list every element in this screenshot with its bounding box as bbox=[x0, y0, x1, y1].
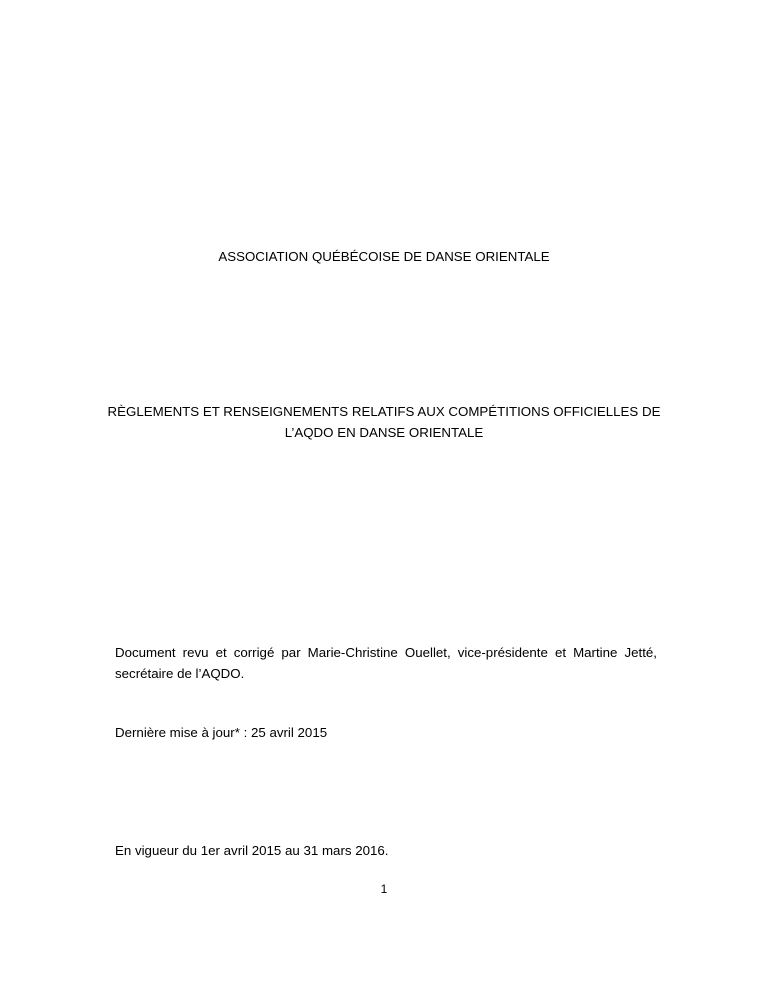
organization-heading: ASSOCIATION QUÉBÉCOISE DE DANSE ORIENTALE bbox=[218, 249, 550, 264]
last-update-text: Dernière mise à jour* : 25 avril 2015 bbox=[115, 725, 328, 740]
validity-period-text: En vigueur du 1er avril 2015 au 31 mars 2016. bbox=[115, 843, 389, 858]
document-title-line-2: L’AQDO EN DANSE ORIENTALE bbox=[284, 425, 484, 440]
page-number: 1 bbox=[380, 882, 388, 896]
revision-note-line-2: secrétaire de l’AQDO. bbox=[115, 666, 245, 681]
revision-note-line-1: Document revu et corrigé par Marie-Christine Ouellet, vice-présidente et Martine Jetté, bbox=[115, 645, 657, 660]
document-title-line-1: RÈGLEMENTS ET RENSEIGNEMENTS RELATIFS AUX COMPÉTITIONS OFFICIELLES DE bbox=[107, 404, 661, 419]
